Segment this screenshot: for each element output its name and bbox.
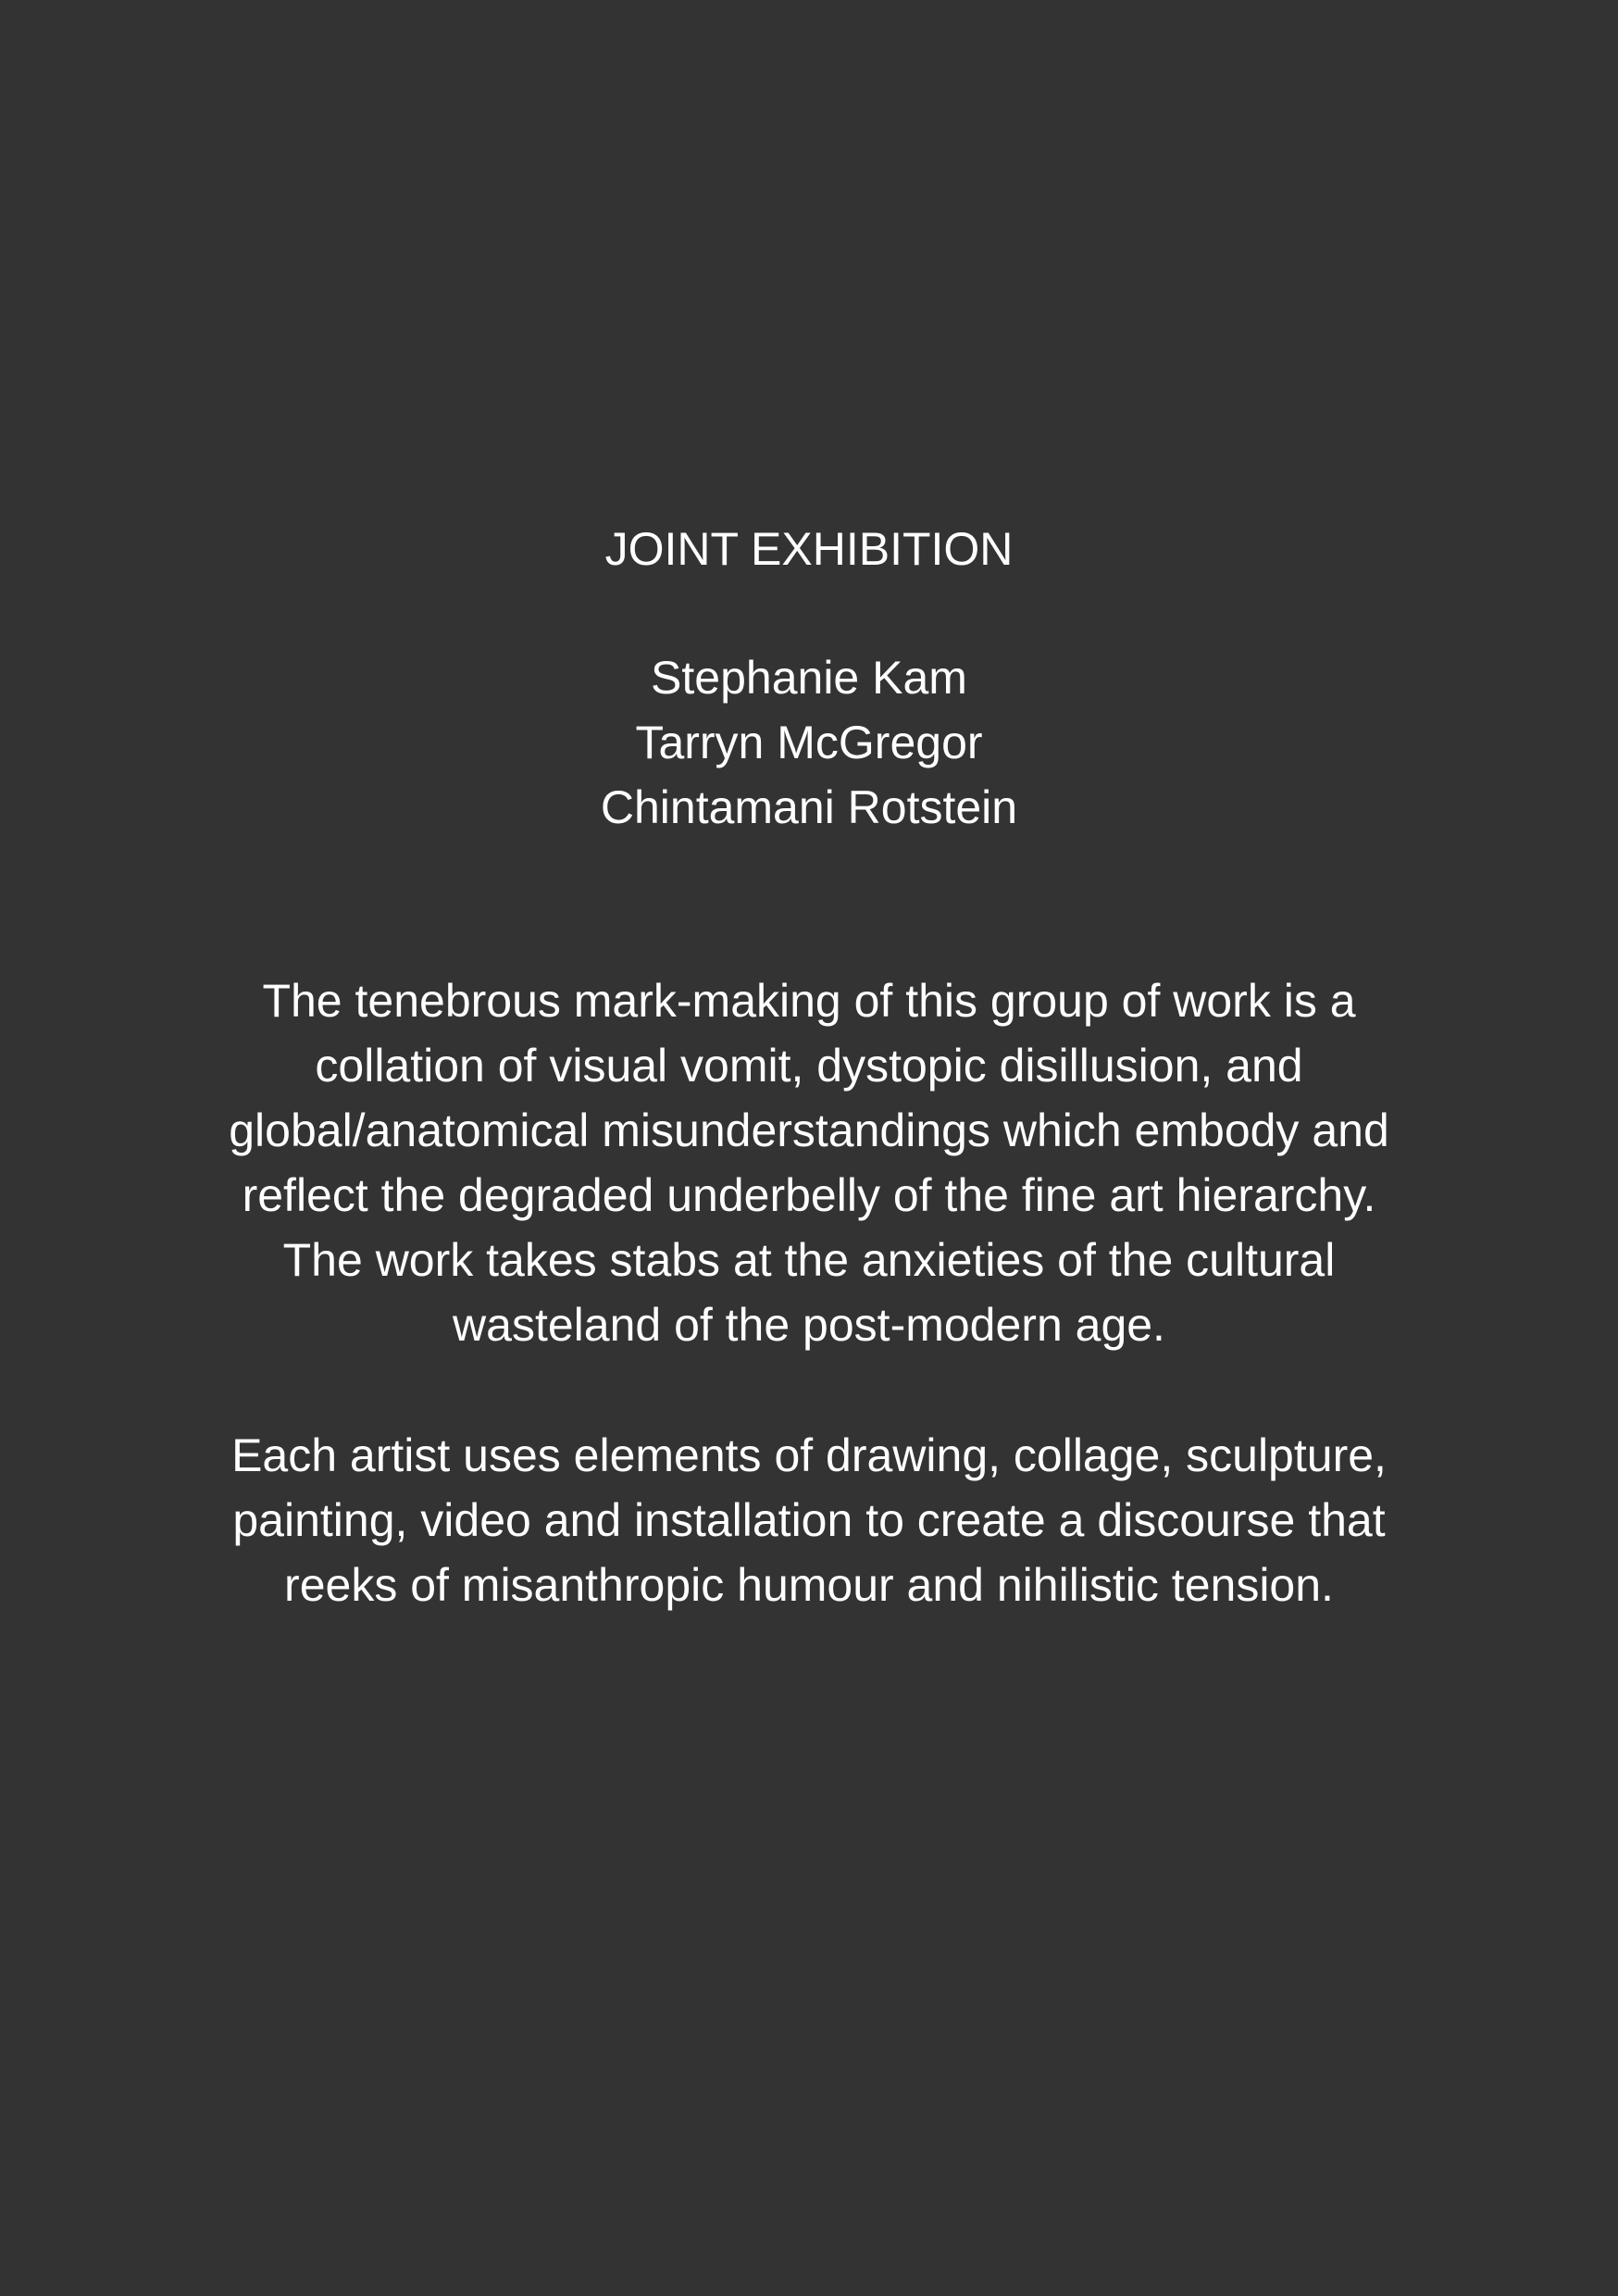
paragraph-line: The tenebrous mark-making of this group of work is a (262, 975, 1356, 1027)
artist-name: Tarryn McGregor (635, 717, 983, 768)
paragraph-line: reeks of misanthropic humour and nihilistic tension. (284, 1559, 1334, 1611)
paragraph-line: global/anatomical misunderstandings which embody and (229, 1104, 1389, 1156)
artist-name: Chintamani Rotstein (600, 781, 1018, 833)
paragraph-line: wasteland of the post-modern age. (453, 1299, 1165, 1351)
methods-paragraph (0, 1423, 1618, 1617)
paragraph-line: reflect the degraded underbelly of the fine art hierarchy. (242, 1169, 1376, 1221)
exhibition-heading: JOINT EXHIBITION (604, 523, 1014, 575)
paragraph-line: collation of visual vomit, dystopic disillusion, and (315, 1040, 1303, 1092)
paragraph-line: painting, video and installation to create a discourse that (232, 1494, 1386, 1546)
paragraph-line: The work takes stabs at the anxieties of the cultural (282, 1234, 1336, 1286)
artist-list (0, 645, 1618, 840)
description-paragraph (0, 968, 1618, 1357)
paragraph-line: Each artist uses elements of drawing, collage, sculpture, (231, 1429, 1387, 1481)
artist-name: Stephanie Kam (651, 652, 967, 704)
